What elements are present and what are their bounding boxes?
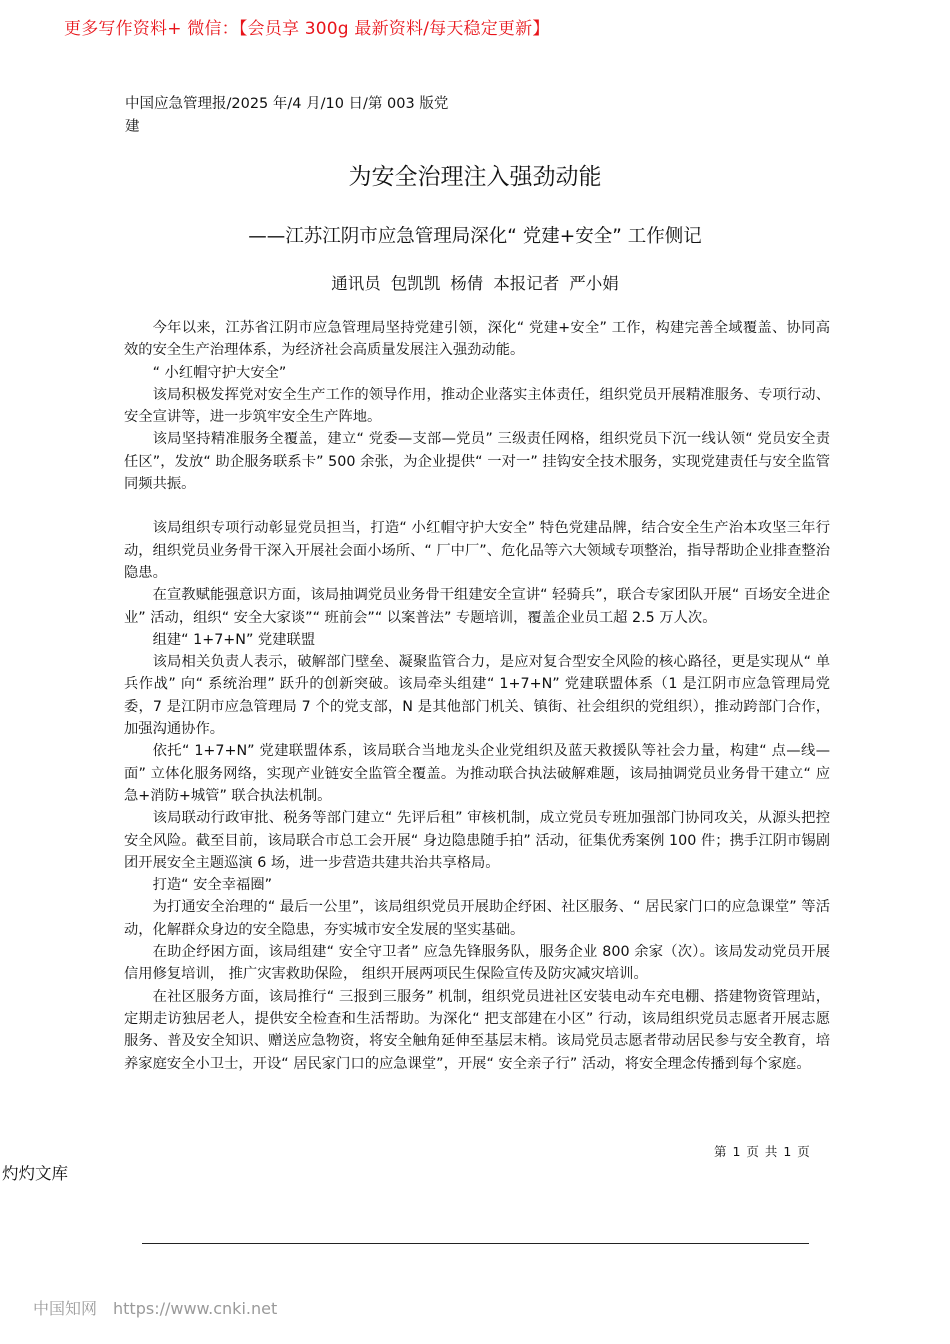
paragraph: 该局积极发挥党对安全生产工作的领导作用，推动企业落实主体责任，组织党员开展精准服务、专项行动、安全宣讲等，进一步筑牢安全生产阵地。 <box>124 386 830 426</box>
section-heading: “ 小红帽守护大安全” <box>152 364 287 381</box>
paragraph: 该局相关负责人表示，破解部门壁垒、凝聚监管合力，是应对复合型安全风险的核心路径，更是实现从“ 单兵作战” 向“ 系统治理” 跃升的创新突破。该局牵头组建“ 1+7+N” 党建联盟体系（1 是江阴市应急管理局党委，7 是江阴市应急管理局 7 个的党支部，N 是其他部门机关、镇街、社会组织的党组织），推动跨部门合作，加强沟通协作。 <box>124 654 830 738</box>
author-label-correspondent: 通讯员 <box>331 274 381 293</box>
cnki-url-link[interactable]: https://www.cnki.net <box>113 1299 278 1318</box>
article-body <box>124 317 830 1075</box>
paragraph: 该局联动行政审批、税务等部门建立“ 先评后租” 审核机制，成立党员专班加强部门协同攻关，从源头把控安全风险。截至目前，该局联合市总工会开展“ 身边隐患随手拍” 活动，征集优秀案例 100 件；携手江阴市锡剧团开展安全主题巡演 6 场，进一步营造共建共治共享格局。 <box>124 810 830 871</box>
paragraph: 依托“ 1+7+N” 党建联盟体系，该局联合当地龙头企业党组织及蓝天救援队等社会力量，构建“ 点—线—面” 立体化服务网络，实现产业链安全监管全覆盖。为推动联合执法破解难题，该局抽调党员业务骨干建立“ 应急+消防+城管” 联合执法机制。 <box>124 743 830 804</box>
author-name: 包凯凯 <box>390 274 441 293</box>
page-number: 第 1 页 共 1 页 <box>714 1144 811 1159</box>
section-heading: 组建“ 1+7+N” 党建联盟 <box>152 631 316 648</box>
article-title: 为安全治理注入强劲动能 <box>348 164 602 190</box>
promo-banner: 更多写作资料+ 微信：【会员享 300g 最新资料/每天稳定更新】 <box>64 19 550 39</box>
paragraph: 今年以来，江苏省江阴市应急管理局坚持党建引领，深化“ 党建+安全” 工作，构建完善全域覆盖、协同高效的安全生产治理体系，为经济社会高质量发展注入强劲动能。 <box>124 320 830 359</box>
source-line: 中国应急管理报/2025 年/4 月/10 日/第 003 版党建 <box>125 96 449 135</box>
author-name: 严小娟 <box>569 274 619 293</box>
cnki-footer <box>33 1296 277 1319</box>
paragraph: 在助企纾困方面，该局组建“ 安全守卫者” 应急先锋服务队，服务企业 800 余家（次）。该局发动党员开展信用修复培训， 推广灾害救助保险， 组织开展两项民生保险宣传及防灾减灾培训。 <box>124 944 830 983</box>
article-authors <box>0 270 950 294</box>
author-name: 杨倩 <box>450 274 484 293</box>
article-subtitle: ——江苏江阴市应急管理局深化“ 党建+安全” 工作侧记 <box>248 226 702 247</box>
paragraph: 该局坚持精准服务全覆盖，建立“ 党委—支部—党员” 三级责任网格，组织党员下沉一线认领“ 党员安全责任区”，发放“ 助企服务联系卡” 500 余张，为企业提供“ 一对一” 挂钩安全技术服务，实现党建责任与安全监管同频共振。 <box>124 431 830 493</box>
paragraph: 为打通安全治理的“ 最后一公里”，该局组织党员开展助企纾困、社区服务、“ 居民家门口的应急课堂” 等活动，化解群众身边的安全隐患，夯实城市安全发展的坚实基础。 <box>124 899 830 938</box>
cnki-site-name: 中国知网 <box>33 1299 98 1318</box>
author-label-reporter: 本报记者 <box>493 274 560 293</box>
footer-divider <box>142 1243 809 1244</box>
section-heading: 打造“ 安全幸福圈” <box>152 877 273 894</box>
watermark-text: 灼灼文库 <box>2 1164 68 1183</box>
paragraph: 在宣教赋能强意识方面，该局抽调党员业务骨干组建安全宣讲“ 轻骑兵”，联合专家团队开展“ 百场安全进企业” 活动，组织“ 安全大家谈”“ 班前会”“ 以案普法” 专题培训，覆盖企业员工超 2.5 万人次。 <box>124 587 830 626</box>
paragraph: 在社区服务方面，该局推行“ 三报到三服务” 机制，组织党员进社区安装电动车充电棚、搭建物资管理站，定期走访独居老人，提供安全检查和生活帮助。为深化“ 把支部建在小区” 行动，该局组织党员志愿者开展志愿服务、普及安全知识、赠送应急物资，将安全触角延伸至基层末梢。该局党员志愿者带动居民参与安全教育，培养家庭安全小卫士，开设“ 居民家门口的应急课堂”，开展“ 安全亲子行” 活动，将安全理念传播到每个家庭。 <box>124 988 830 1072</box>
paragraph: 该局组织专项行动彰显党员担当，打造“ 小红帽守护大安全” 特色党建品牌，结合安全生产治本攻坚三年行动，组织党员业务骨干深入开展社会面小场所、“ 厂中厂”、危化品等六大领域专项整治，指导帮助企业排查整治隐患。 <box>124 520 830 581</box>
